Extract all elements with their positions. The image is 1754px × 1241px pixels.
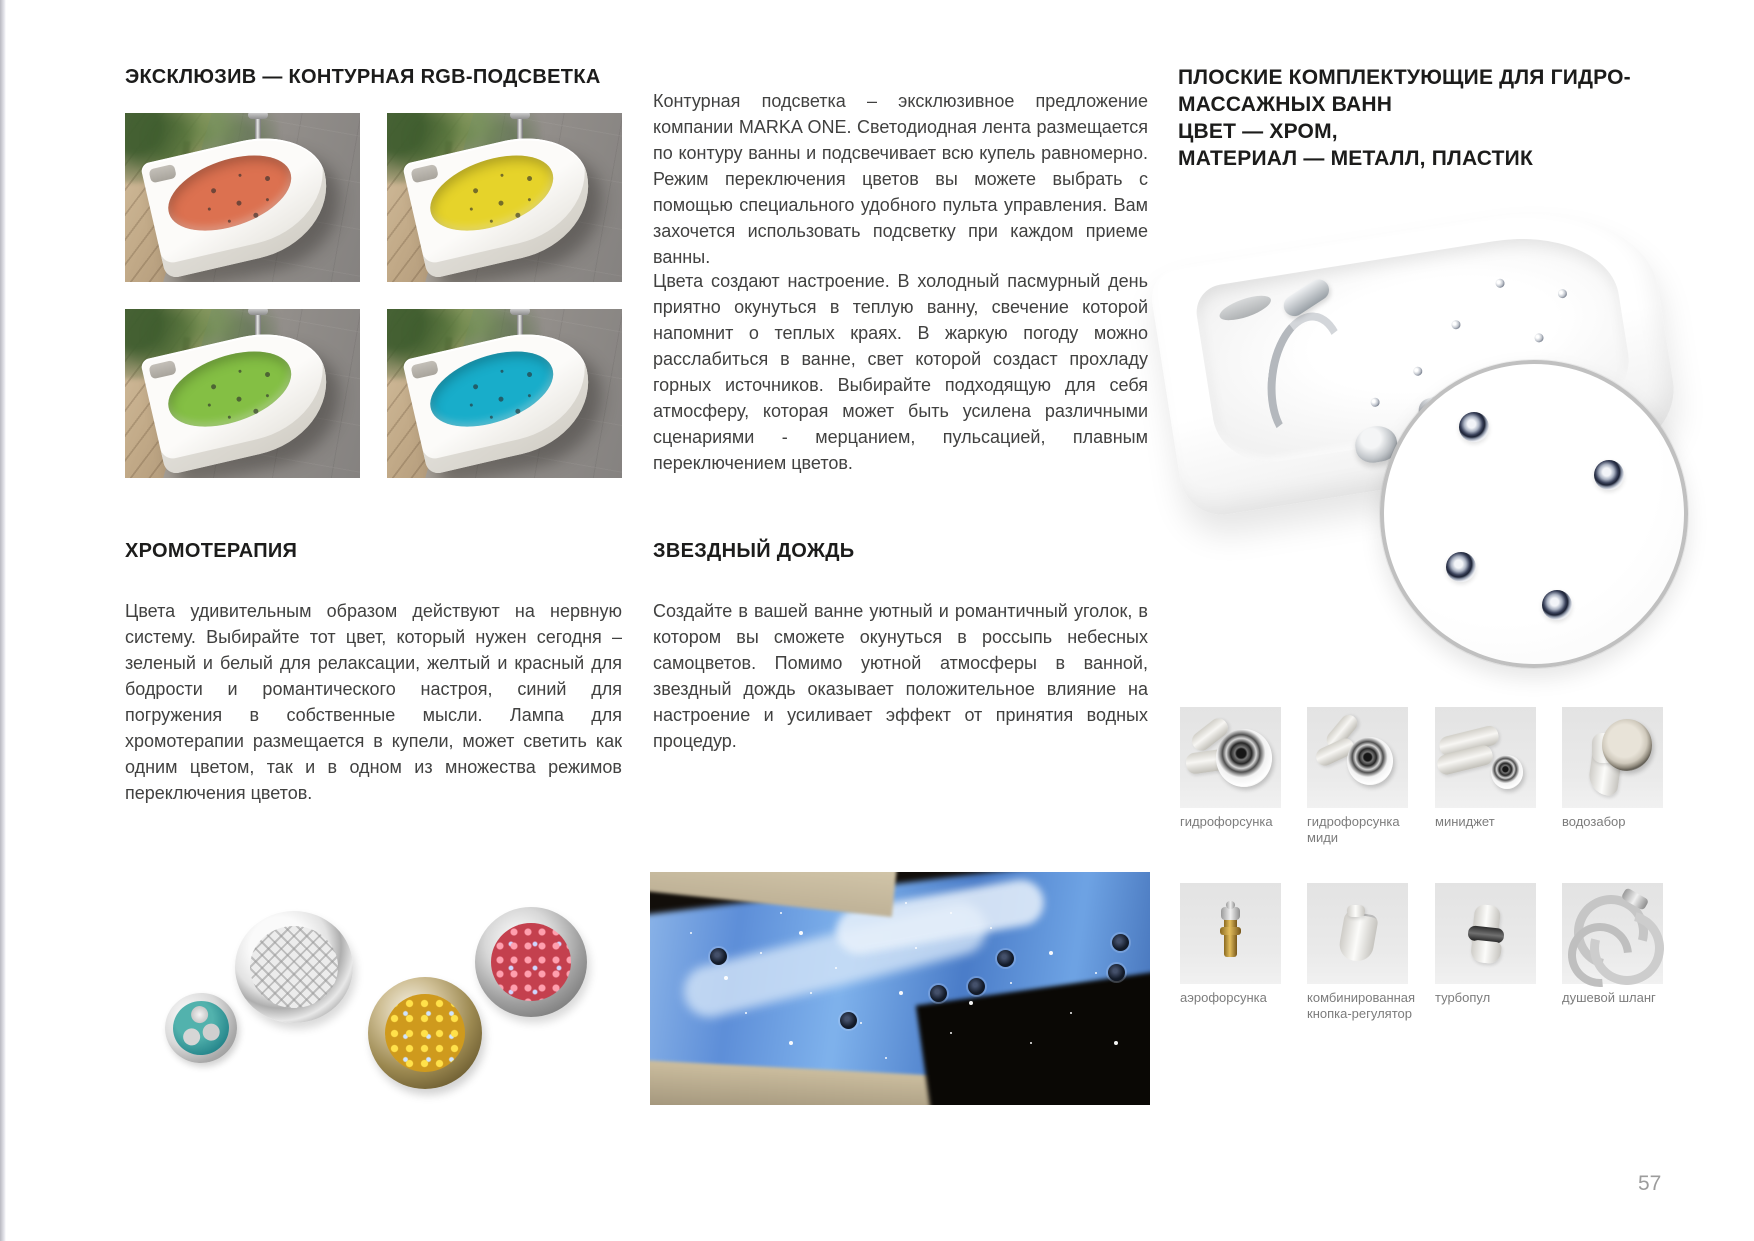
flat-jet xyxy=(1594,460,1624,490)
yellow-led-lamp xyxy=(368,977,482,1089)
flat-jet xyxy=(1459,412,1489,442)
tub-jet xyxy=(1451,320,1461,330)
tub-jet xyxy=(1413,366,1423,376)
aero-stem xyxy=(1224,917,1237,957)
aero-tip xyxy=(1226,901,1235,909)
exclusive-section-title: ЭКСКЛЮЗИВ — КОНТУРНАЯ RGB-ПОДСВЕТКА xyxy=(125,66,601,88)
component-label: гидрофорсунка миди xyxy=(1307,814,1400,845)
component-label: комбинированная кнопка-регулятор xyxy=(1307,990,1416,1021)
hydromassage-tub-photo xyxy=(1150,195,1695,670)
component-image-water-intake xyxy=(1562,707,1663,808)
component-image-hydro-jet xyxy=(1180,707,1281,808)
remote-buttons xyxy=(190,1005,209,1024)
button-body xyxy=(1337,910,1379,963)
component-image-aero-jet xyxy=(1180,883,1281,984)
jet-dots xyxy=(430,185,434,189)
component-label: водозабор xyxy=(1562,814,1626,829)
lit-water-orange xyxy=(158,141,301,245)
control-remote xyxy=(160,988,241,1067)
component-label: миниджет xyxy=(1435,814,1495,829)
component-label: душевой шланг xyxy=(1562,990,1656,1005)
chromotherapy-paragraph: Цвета удивительным образом действуют на нервную систему. Выбирайте тот цвет, который нужен сегодня – зеленый и белый для релаксации, желтый и красный для бодрости и романтического настроя, синий для погружения в собственные мысли. Лампа для хромотерапии размещается в купели, может светить как одним цветом, так и в одном из множества режимов переключения цветов. xyxy=(125,601,622,803)
tub-photo-orange xyxy=(125,113,360,282)
component-label: турбопул xyxy=(1435,990,1491,1005)
red-led-lamp xyxy=(475,907,587,1017)
tub-jet xyxy=(1557,289,1567,299)
component-image-turbopool xyxy=(1435,883,1536,984)
dark-jet xyxy=(710,948,727,965)
tub-photo-yellow xyxy=(387,113,622,282)
components-section-title xyxy=(1178,64,1688,172)
components-grid xyxy=(1180,707,1663,1037)
tub-jet xyxy=(1534,333,1544,343)
chromotherapy-lamps-photo xyxy=(140,885,590,1110)
tub-photo-green xyxy=(125,309,360,478)
star-rain-paragraph: Создайте в вашей ванне уютный и романтичный уголок, в котором вы сможете окунуться в россыпь небесных самоцветов. Помимо уютной атмосферы в ванной, звездный дождь оказывает положительное влияние на настроение и усиливает эффект от принятия водных процедур. xyxy=(653,601,1148,751)
jet-dots xyxy=(168,185,172,189)
component-image-shower-hose xyxy=(1562,883,1663,984)
exclusive-paragraph-2: Цвета создают настроение. В холодный пасмурный день приятно окунуться в теплую ванну, свечение которой напомнит о теплых краях. В жаркую погоду можно расслабиться в ванне, свет которой создаст прохладу горных источников. Выбирайте подходящую для себя атмосферу, которая может быть усилена различными сценариями - мерцанием, пульсацией, плавным переключением цветов. xyxy=(653,271,1148,473)
star-rain-photo xyxy=(650,872,1150,1105)
lit-water-cyan xyxy=(420,337,563,441)
component-image-hydro-jet-midi xyxy=(1307,707,1408,808)
dark-jet xyxy=(930,985,947,1002)
jet-face xyxy=(1491,755,1523,789)
dark-jet xyxy=(1108,964,1125,981)
jet-face xyxy=(1347,737,1393,785)
tub-jet xyxy=(1495,278,1505,288)
component-image-combo-button xyxy=(1307,883,1408,984)
lit-water-yellow xyxy=(420,141,563,245)
flat-jet xyxy=(1446,552,1476,582)
aero-flange xyxy=(1220,927,1241,935)
components-title-line4: МАТЕРИАЛ — МЕТАЛЛ, ПЛАСТИК xyxy=(1178,147,1533,170)
dark-jet xyxy=(1112,934,1129,951)
jet-dots xyxy=(430,381,434,385)
intake-mesh xyxy=(1602,719,1652,771)
components-title-line1: ПЛОСКИЕ КОМПЛЕКТУЮЩИЕ ДЛЯ ГИДРО- xyxy=(1178,66,1631,89)
page-number: 57 xyxy=(1638,1172,1662,1195)
dark-jet xyxy=(997,950,1014,967)
tub-jet xyxy=(1370,397,1380,407)
component-label: гидрофорсунка xyxy=(1180,814,1273,829)
turbo-base xyxy=(1470,939,1502,964)
chromotherapy-title: ХРОМОТЕРАПИЯ xyxy=(125,540,298,562)
tub-photo-cyan xyxy=(387,309,622,478)
star-rain-title: ЗВЕЗДНЫЙ ДОЖДЬ xyxy=(653,540,855,562)
dark-jet xyxy=(968,978,985,995)
flat-jet xyxy=(1542,590,1572,620)
star-sparkles xyxy=(650,872,652,874)
mesh-lamp xyxy=(235,911,353,1023)
rgb-tub-photo-grid xyxy=(125,113,622,479)
component-image-minijet xyxy=(1435,707,1536,808)
page-spine xyxy=(0,0,6,1241)
components-title-line2: МАССАЖНЫХ ВАНН xyxy=(1178,93,1393,116)
jet-face xyxy=(1216,729,1272,787)
jet-dots xyxy=(168,381,172,385)
jets-magnifier-circle xyxy=(1380,360,1688,668)
lit-water-green xyxy=(158,337,301,441)
exclusive-paragraph-1: Контурная подсветка – эксклюзивное предложение компании MARKA ONE. Светодиодная лента размещается по контуру ванны и подсвечивает всю купель равномерно. Режим переключения цветов вы можете выбрать с помощью специального удобного пульта управления. Вам захочется использовать подсветку при каждом приеме ванны. xyxy=(653,91,1148,267)
component-label: аэрофорсунка xyxy=(1180,990,1267,1005)
button-top xyxy=(1347,905,1365,917)
dark-jet xyxy=(840,1012,857,1029)
components-title-line3: ЦВЕТ — ХРОМ, xyxy=(1178,120,1338,143)
